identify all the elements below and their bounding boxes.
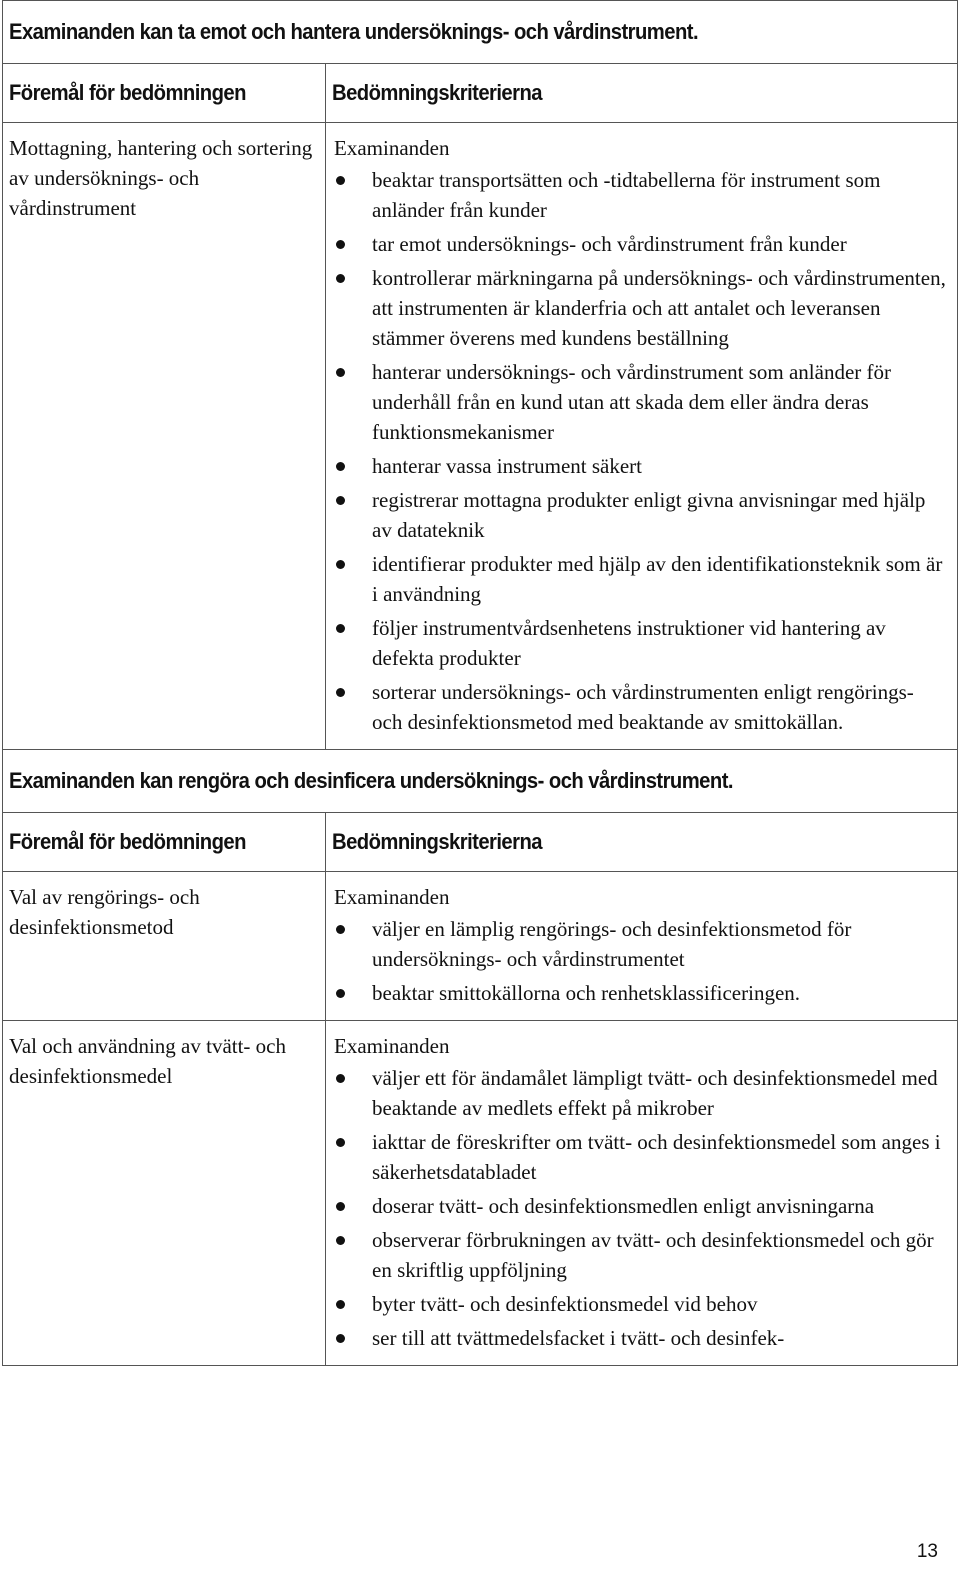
criteria-cell — [326, 1021, 958, 1366]
column-header-object: Föremål för bedömningen — [9, 829, 246, 854]
bullet-icon — [336, 989, 345, 998]
list-item-text: tar emot undersöknings- och vårdinstrument från kunder — [372, 232, 847, 256]
list-item — [334, 978, 949, 1008]
table-row — [3, 1021, 958, 1366]
list-item-text: observerar förbrukningen av tvätt- och desinfektionsmedel och gör en skriftlig uppföljning — [372, 1228, 934, 1282]
list-item-text: kontrollerar märkningarna på undersöknings- och vårdinstrumenten, att instrumenten är klanderfria och att antalet och leveransen stämmer överens med kundens beställning — [372, 266, 946, 350]
list-item-text: identifierar produkter med hjälp av den identifikationsteknik som är i användning — [372, 552, 943, 606]
bullet-icon — [336, 496, 345, 505]
list-item-text: väljer ett för ändamålet lämpligt tvätt- och desinfektionsmedel med beaktande av medlets effekt på mikrober — [372, 1066, 938, 1120]
list-item — [334, 451, 949, 481]
assessment-object: Mottagning, hantering och sortering av undersöknings- och vårdinstrument — [3, 123, 326, 750]
table-row — [3, 123, 958, 750]
bullet-icon — [336, 1334, 345, 1343]
list-item-text: beaktar smittokällorna och renhetsklassificeringen. — [372, 981, 801, 1005]
list-item — [334, 1289, 949, 1319]
section-1-heading-row — [3, 1, 958, 64]
list-item-text: doserar tvätt- och desinfektionsmedlen enligt anvisningarna — [372, 1194, 875, 1218]
list-item-text: hanterar undersöknings- och vårdinstrument som anländer för underhåll från en kund utan att skada dem eller ändra deras funktionsmekanismer — [372, 360, 892, 444]
section-1-column-headers — [3, 64, 958, 123]
section-2-column-headers — [3, 813, 958, 872]
bullet-icon — [336, 1300, 345, 1309]
list-item — [334, 1225, 949, 1285]
criteria-list — [334, 165, 949, 737]
criteria-lead: Examinanden — [334, 136, 450, 160]
column-header-object: Föremål för bedömningen — [9, 80, 246, 105]
criteria-lead: Examinanden — [334, 885, 450, 909]
list-item — [334, 549, 949, 609]
list-item — [334, 263, 949, 353]
list-item-text: beaktar transportsätten och -tidtabellerna för instrument som anländer från kunder — [372, 168, 881, 222]
bullet-icon — [336, 368, 345, 377]
list-item-text: väljer en lämplig rengörings- och desinfektionsmetod för undersöknings- och vårdinstrumentet — [372, 917, 852, 971]
criteria-list — [334, 1063, 949, 1353]
bullet-icon — [336, 925, 345, 934]
table-row — [3, 872, 958, 1021]
document-page — [2, 0, 957, 1366]
section-heading: Examinanden kan rengöra och desinficera undersöknings- och vårdinstrument. — [9, 768, 733, 793]
list-item — [334, 229, 949, 259]
list-item — [334, 485, 949, 545]
bullet-icon — [336, 240, 345, 249]
list-item — [334, 613, 949, 673]
bullet-icon — [336, 1074, 345, 1083]
list-item-text: följer instrumentvårdsenhetens instruktioner vid hantering av defekta produkter — [372, 616, 886, 670]
assessment-object: Val av rengörings- och desinfektionsmetod — [3, 872, 326, 1021]
column-header-criteria: Bedömningskriterierna — [332, 80, 542, 105]
bullet-icon — [336, 176, 345, 185]
bullet-icon — [336, 1236, 345, 1245]
section-heading: Examinanden kan ta emot och hantera undersöknings- och vårdinstrument. — [9, 19, 699, 44]
bullet-icon — [336, 624, 345, 633]
assessment-table — [2, 0, 958, 1366]
list-item — [334, 677, 949, 737]
list-item-text: iakttar de föreskrifter om tvätt- och desinfektionsmedel som anges i säkerhetsdatabladet — [372, 1130, 941, 1184]
bullet-icon — [336, 274, 345, 283]
criteria-list — [334, 914, 949, 1008]
list-item-text: byter tvätt- och desinfektionsmedel vid behov — [372, 1292, 758, 1316]
list-item — [334, 357, 949, 447]
list-item-text: ser till att tvättmedelsfacket i tvätt- och desinfek- — [372, 1326, 785, 1350]
bullet-icon — [336, 688, 345, 697]
list-item — [334, 1191, 949, 1221]
bullet-icon — [336, 560, 345, 569]
column-header-criteria: Bedömningskriterierna — [332, 829, 542, 854]
list-item — [334, 165, 949, 225]
list-item-text: registrerar mottagna produkter enligt givna anvisningar med hjälp av datateknik — [372, 488, 926, 542]
list-item — [334, 1323, 949, 1353]
list-item-text: sorterar undersöknings- och vårdinstrumenten enligt rengörings- och desinfektionsmetod med beaktande av smittokällan. — [372, 680, 914, 734]
bullet-icon — [336, 1138, 345, 1147]
bullet-icon — [336, 1202, 345, 1211]
criteria-lead: Examinanden — [334, 1034, 450, 1058]
bullet-icon — [336, 462, 345, 471]
criteria-cell — [326, 872, 958, 1021]
criteria-cell — [326, 123, 958, 750]
list-item — [334, 914, 949, 974]
assessment-object: Val och användning av tvätt- och desinfektionsmedel — [3, 1021, 326, 1366]
list-item — [334, 1127, 949, 1187]
section-2-heading-row — [3, 750, 958, 813]
list-item — [334, 1063, 949, 1123]
list-item-text: hanterar vassa instrument säkert — [372, 454, 642, 478]
page-number: 13 — [916, 1541, 938, 1562]
